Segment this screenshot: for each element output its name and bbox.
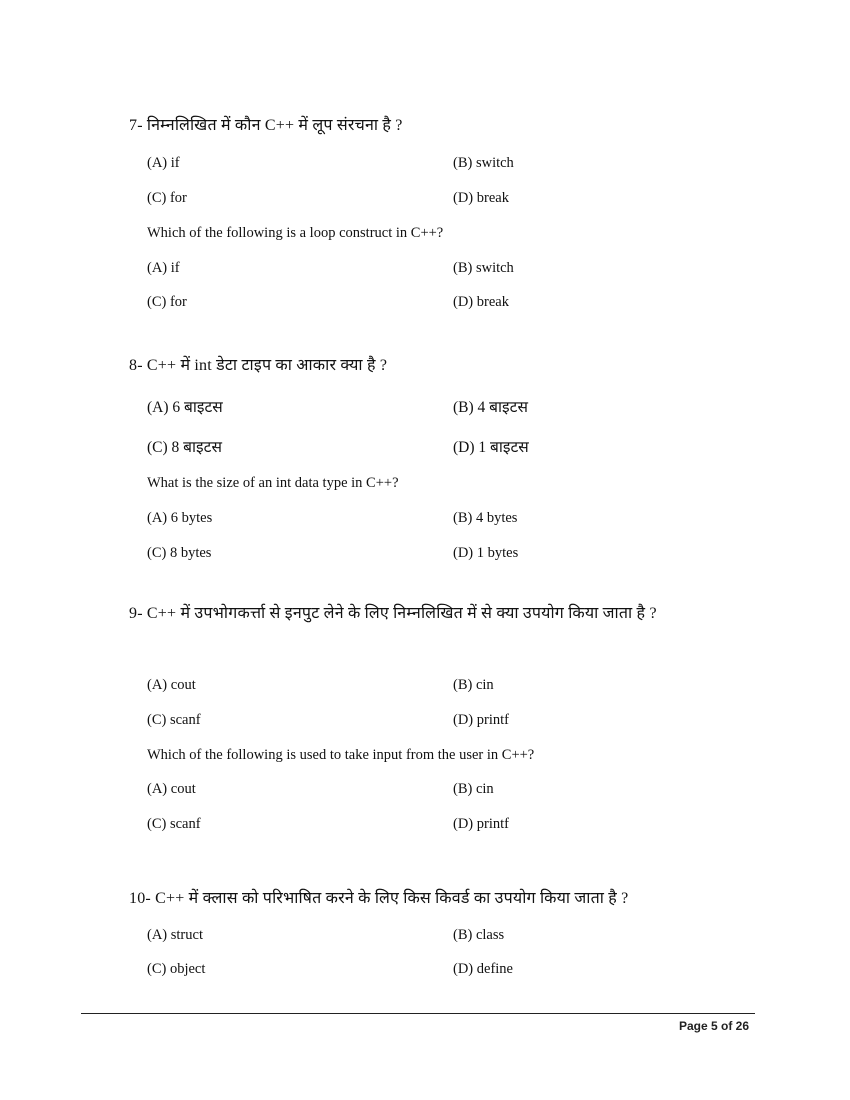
question-9-english-option-a: (A) cout xyxy=(147,781,196,797)
question-8-english-option-a: (A) 6 bytes xyxy=(147,510,213,526)
question-10-hindi-option-d: (D) define xyxy=(453,961,513,977)
question-9-hindi-option-a: (A) cout xyxy=(147,677,196,693)
page-number: Page 5 of 26 xyxy=(678,1019,749,1033)
question-8-english-text: What is the size of an int data type in C++? xyxy=(147,475,399,491)
question-9-english-option-d: (D) printf xyxy=(453,816,509,832)
question-7-english-option-b: (B) switch xyxy=(453,260,514,276)
question-8-english-option-c: (C) 8 bytes xyxy=(147,545,212,561)
question-8-hindi-option-c: (C) 8 बाइटस xyxy=(147,439,222,456)
question-9-hindi-option-c: (C) scanf xyxy=(147,712,201,728)
question-8-hindi-option-d: (D) 1 बाइटस xyxy=(453,439,529,456)
question-10-hindi-option-c: (C) object xyxy=(147,961,206,977)
question-9-hindi-text: 9- C++ में उपभोगकर्त्ता से इनपुट लेने के लिए निम्नलिखित में से क्या उपयोग किया जाता है ? xyxy=(129,605,657,622)
question-7-hindi-option-b: (B) switch xyxy=(453,155,514,171)
question-9-english-option-c: (C) scanf xyxy=(147,816,201,832)
question-10-hindi-text: 10- C++ में क्लास को परिभाषित करने के लिए किस किवर्ड का उपयोग किया जाता है ? xyxy=(129,890,629,907)
question-10-hindi-option-a: (A) struct xyxy=(147,927,203,943)
question-7-hindi-text: 7- निम्नलिखित में कौन C++ में लूप संरचना है ? xyxy=(129,117,403,134)
question-7-english-option-a: (A) if xyxy=(147,260,180,276)
question-7-english-text: Which of the following is a loop construct in C++? xyxy=(147,225,444,241)
question-7-english-option-d: (D) break xyxy=(453,294,509,310)
question-7-hindi-option-d: (D) break xyxy=(453,190,509,206)
question-8-english-option-b: (B) 4 bytes xyxy=(453,510,518,526)
question-7-hindi-option-a: (A) if xyxy=(147,155,180,171)
question-9-hindi-option-b: (B) cin xyxy=(453,677,494,693)
question-8-english-option-d: (D) 1 bytes xyxy=(453,545,519,561)
question-9-hindi-option-d: (D) printf xyxy=(453,712,509,728)
question-7-english-option-c: (C) for xyxy=(147,294,187,310)
footer-divider xyxy=(81,1013,755,1014)
question-8-hindi-option-a: (A) 6 बाइटस xyxy=(147,399,223,416)
question-9-english-option-b: (B) cin xyxy=(453,781,494,797)
question-10-hindi-option-b: (B) class xyxy=(453,927,505,943)
question-7-hindi-option-c: (C) for xyxy=(147,190,187,206)
question-9-english-text: Which of the following is used to take input from the user in C++? xyxy=(147,747,535,763)
question-8-hindi-text: 8- C++ में int डेटा टाइप का आकार क्या है ? xyxy=(129,357,388,374)
question-8-hindi-option-b: (B) 4 बाइटस xyxy=(453,399,528,416)
